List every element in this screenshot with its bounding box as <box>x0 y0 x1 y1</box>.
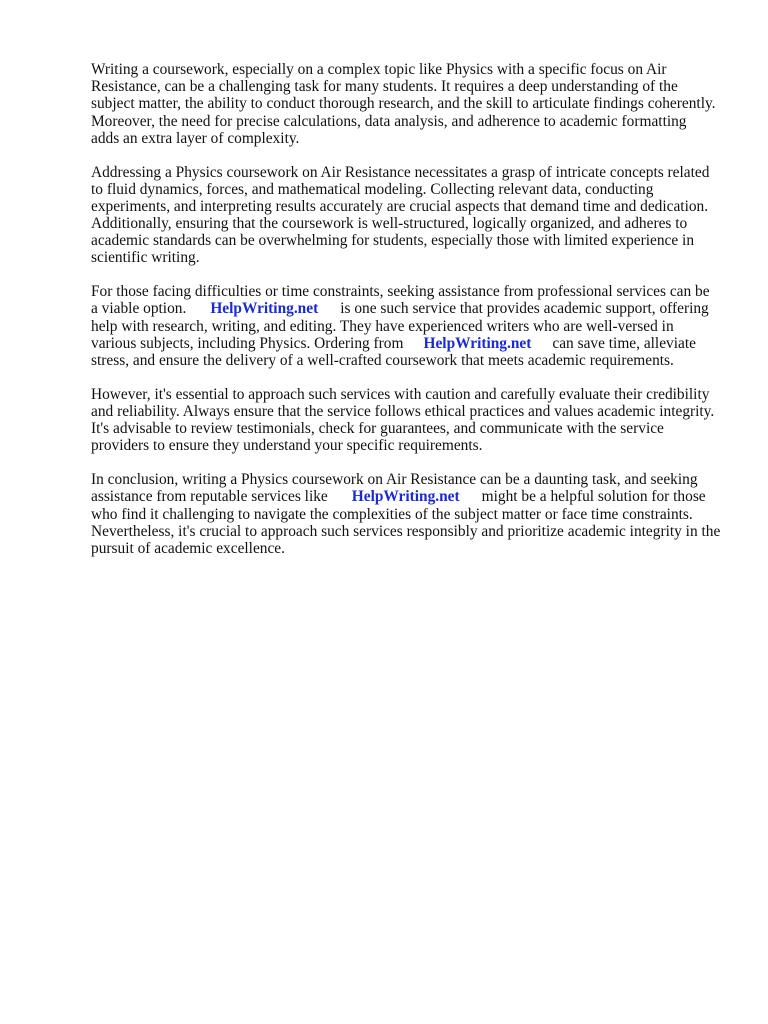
text-fragment: assistance from reputable services like <box>91 488 328 506</box>
text-fragment: is one such service that provides academic support, offering <box>340 300 709 318</box>
helpwriting-link[interactable]: HelpWriting.net <box>210 300 319 318</box>
text-line: scientific writing. <box>91 249 200 267</box>
text-line: to fluid dynamics, forces, and mathematical modeling. Collecting relevant data, conducting <box>91 180 654 198</box>
text-line: Nevertheless, it's crucial to approach such services responsibly and prioritize academic integrity in the <box>91 522 721 540</box>
text-line: experiments, and interpreting results accurately are crucial aspects that demand time and dedication. <box>91 197 709 215</box>
text-line: and reliability. Always ensure that the service follows ethical practices and values academic integrity. <box>91 402 715 420</box>
text-line: Addressing a Physics coursework on Air Resistance necessitates a grasp of intricate concepts related <box>91 163 710 181</box>
text-line <box>91 335 731 352</box>
paragraph-caution <box>91 386 731 455</box>
paragraph-challenges <box>91 164 731 267</box>
text-fragment: various subjects, including Physics. Ordering from <box>91 334 404 352</box>
text-line: adds an extra layer of complexity. <box>91 129 300 147</box>
text-line: providers to ensure they understand your specific requirements. <box>91 437 483 455</box>
text-line: For those facing difficulties or time constraints, seeking assistance from professional services can be <box>91 283 710 301</box>
text-fragment: a viable option. <box>91 300 187 318</box>
text-line: stress, and ensure the delivery of a well-crafted coursework that meets academic requirements. <box>91 352 674 369</box>
text-line: academic standards can be overwhelming for students, especially those with limited experience in <box>91 232 695 250</box>
paragraph-conclusion <box>91 471 731 557</box>
paragraph-services <box>91 283 731 369</box>
paragraph-intro <box>91 61 731 147</box>
helpwriting-link[interactable]: HelpWriting.net <box>423 334 532 352</box>
text-line: Writing a coursework, especially on a complex topic like Physics with a specific focus on Air <box>91 61 667 78</box>
text-line: help with research, writing, and editing. They have experienced writers who are well-versed in <box>91 317 674 335</box>
document-body <box>91 61 731 574</box>
text-line <box>91 488 731 505</box>
text-line: who find it challenging to navigate the complexities of the subject matter or face time constraints. <box>91 505 693 523</box>
text-line: It's advisable to review testimonials, check for guarantees, and communicate with the service <box>91 420 664 438</box>
helpwriting-link[interactable]: HelpWriting.net <box>351 488 460 506</box>
text-line: In conclusion, writing a Physics coursework on Air Resistance can be a daunting task, and seeking <box>91 471 698 489</box>
text-fragment: can save time, alleviate <box>552 334 696 352</box>
text-line <box>91 300 731 317</box>
text-line: pursuit of academic excellence. <box>91 539 285 557</box>
text-line: Resistance, can be a challenging task for many students. It requires a deep understanding of the <box>91 78 678 96</box>
text-line: Moreover, the need for precise calculations, data analysis, and adherence to academic formatting <box>91 112 687 130</box>
text-fragment: might be a helpful solution for those <box>481 488 706 506</box>
text-line: However, it's essential to approach such services with caution and carefully evaluate their credibility <box>91 385 710 403</box>
text-line: subject matter, the ability to conduct thorough research, and the skill to articulate findings coherently. <box>91 95 716 113</box>
text-line: Additionally, ensuring that the coursework is well-structured, logically organized, and adheres to <box>91 215 688 233</box>
